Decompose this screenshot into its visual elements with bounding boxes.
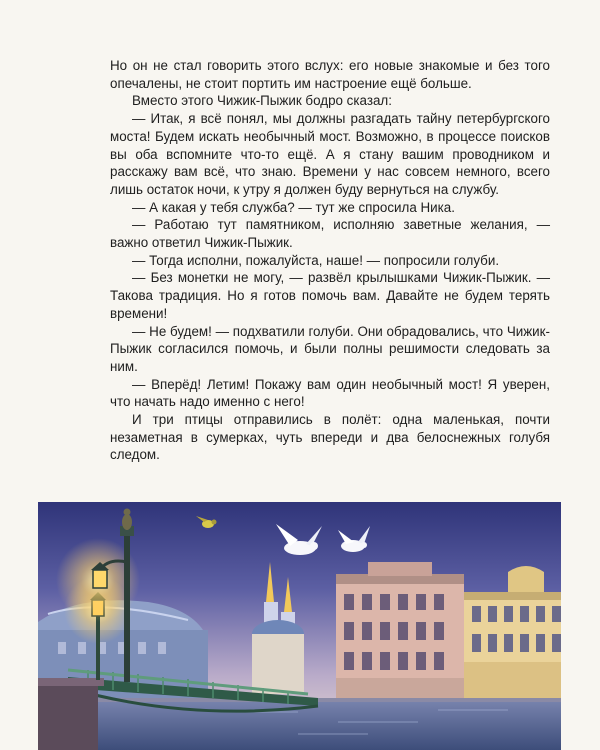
paragraph: — Без монетки не могу, — развёл крылышками Чижик-Пыжик. — Такова традиция. Но я готов помочь вам. Давайте не будем терять времени!: [110, 270, 550, 321]
paragraph: Но он не стал говорить этого вслух: его новые знакомые и без того опечалены, не стоит портить им настроение ещё больше.: [110, 58, 550, 91]
paragraph: И три птицы отправились в полёт: одна маленькая, почти незаметная в сумерках, чуть впереди и два белоснежных голубя следом.: [110, 412, 550, 463]
paragraph: — Тогда исполни, пожалуйста, наше! — попросили голуби.: [132, 252, 500, 268]
pink-mansion: [336, 562, 464, 700]
paragraph: — Не будем! — подхватили голуби. Они обрадовались, что Чижик-Пыжик согласился помочь, и были полны решимости следовать за ним.: [110, 323, 550, 374]
river: [38, 698, 561, 750]
story-text: [110, 57, 550, 464]
paragraph: Вместо этого Чижик-Пыжик бодро сказал:: [132, 93, 392, 109]
paragraph: — А какая у тебя служба? — тут же спросила Ника.: [132, 199, 455, 215]
paragraph: — Вперёд! Летим! Покажу вам один необычный мост! Я уверен, что начать надо именно с него!: [110, 376, 550, 410]
night-bridge-illustration: [38, 502, 561, 750]
paragraph: — Итак, я всё понял, мы должны разгадать тайну петербургского моста! Будем искать необычный мост. Возможно, в процессе поисков вы оба вспомните что-то ещё. А я стану вашим проводником и расскажу вам всё, что знаю. Времени у нас совсем немного, всего лишь остаток ночи, к утру я должен буду вернуться на службу.: [110, 111, 550, 197]
paragraph: — Работаю тут памятником, исполняю заветные желания, — важно ответил Чижик-Пыжик.: [110, 217, 550, 251]
